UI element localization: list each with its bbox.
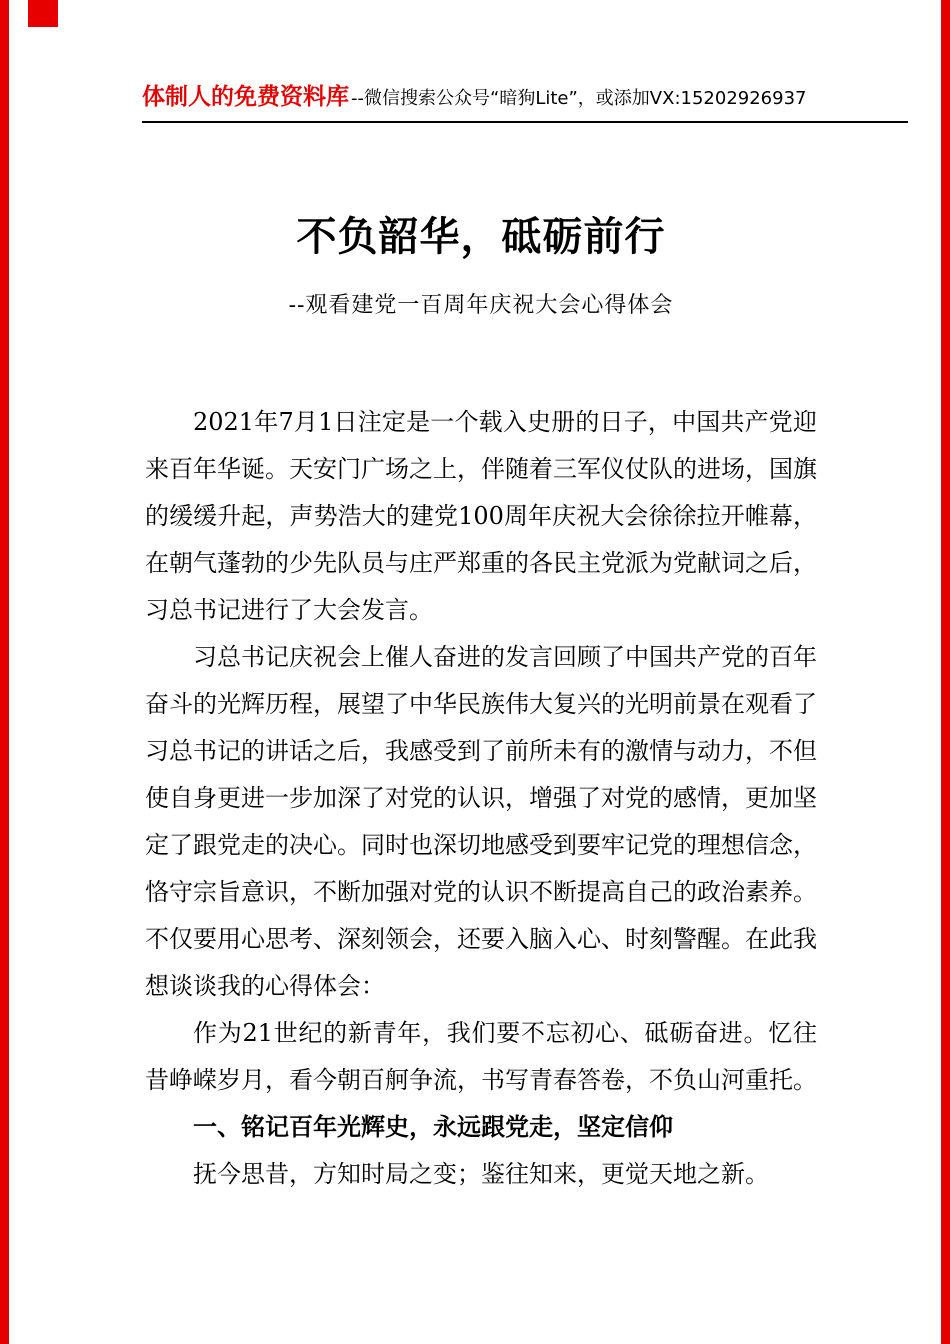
body-text	[145, 399, 817, 1198]
section-heading: 一、铭记百年光辉史，永远跟党走，坚定信仰	[193, 1113, 673, 1141]
left-red-edge-bar	[0, 0, 9, 1344]
header-brand: 体制人的免费资料库	[142, 84, 349, 110]
top-left-red-square	[28, 0, 58, 27]
page-title: 不负韶华，砥砺前行	[296, 214, 666, 260]
paragraph: 作为21世纪的新青年，我们要不忘初心、砥砺奋进。忆往昔峥嵘岁月，看今朝百舸争流，书写青春答卷，不负山河重托。	[145, 1019, 817, 1094]
paragraph: 抚今思昔，方知时局之变；鉴往知来，更觉天地之新。	[193, 1160, 769, 1188]
right-red-edge-bar	[941, 0, 950, 1344]
paragraph: 2021年7月1日注定是一个载入史册的日子，中国共产党迎来百年华诞。天安门广场之上，伴随着三军仪仗队的进场，国旗的缓缓升起，声势浩大的建党100周年庆祝大会徐徐拉开帷幕，在朝气蓬勃的少先队员与庄严郑重的各民主党派为党献词之后，习总书记进行了大会发言。	[145, 408, 817, 624]
paragraph: 习总书记庆祝会上催人奋进的发言回顾了中国共产党的百年奋斗的光辉历程，展望了中华民族伟大复兴的光明前景在观看了习总书记的讲话之后，我感受到了前所未有的激情与动力，不但使自身更进一步加深了对党的认识，增强了对党的感情，更加坚定了跟党走的决心。同时也深切地感受到要牢记党的理想信念，恪守宗旨意识，不断加强对党的认识不断提高自己的政治素养。不仅要用心思考、深刻领会，还要入脑入心、时刻警醒。在此我想谈谈我的心得体会：	[145, 643, 817, 1000]
document-body	[145, 205, 817, 1198]
page-header	[142, 78, 908, 123]
page-subtitle: --观看建党一百周年庆祝大会心得体会	[288, 293, 674, 318]
header-contact-info: --微信搜索公众号“暗狗Lite”，或添加VX:15202926937	[351, 88, 807, 109]
